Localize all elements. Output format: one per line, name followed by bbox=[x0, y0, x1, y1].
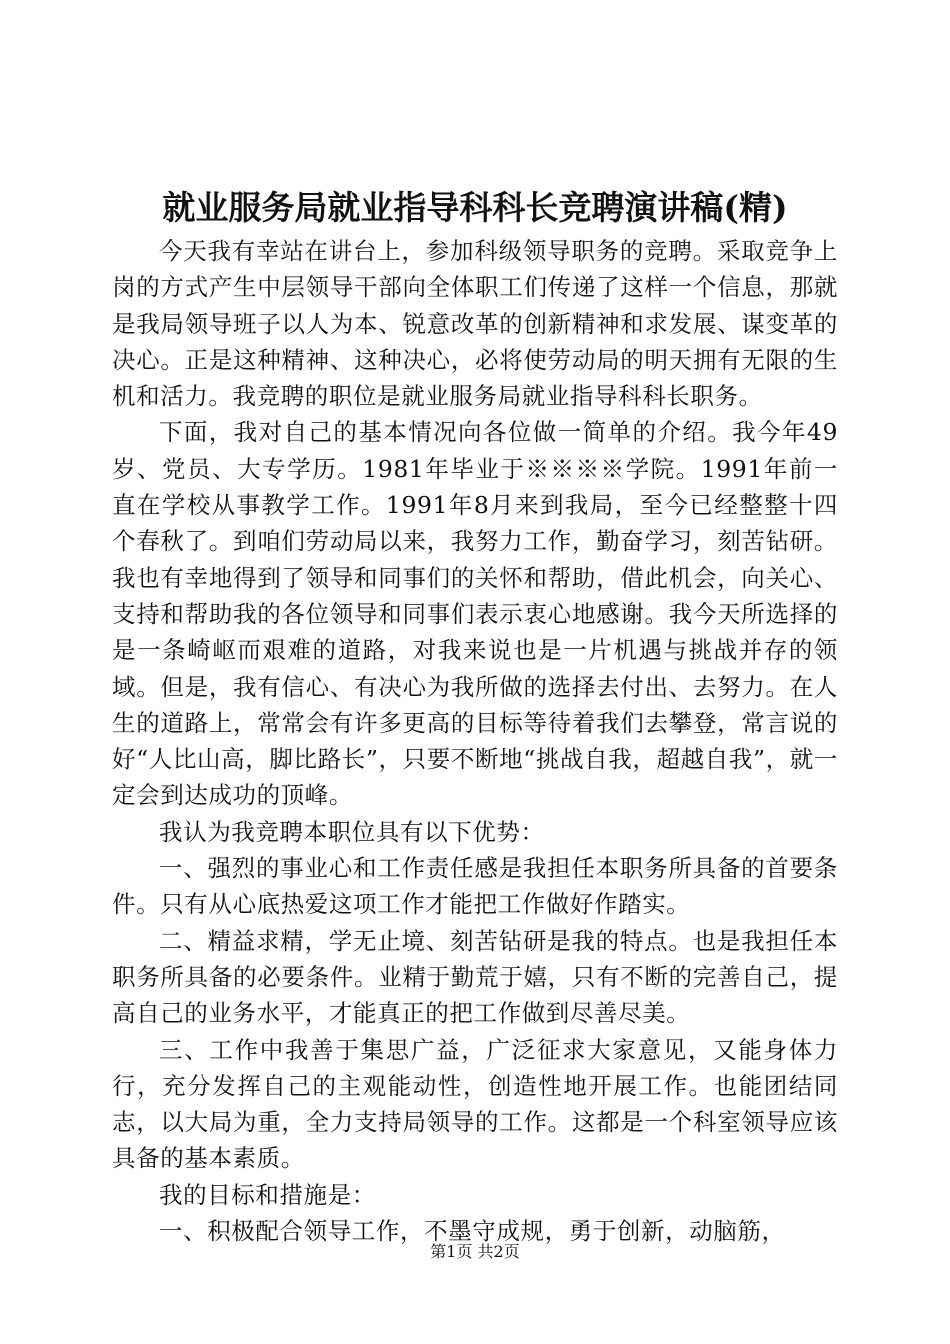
paragraph-goal-1: 一、积极配合领导工作，不墨守成规，勇于创新，动脑筋， bbox=[159, 1217, 786, 1246]
paragraph-advantage-2: 二、精益求精，学无止境、刻苦钻研是我的特点。也是我担任本职务所具备的必要条件。业精于勤荒于嬉，只有不断的完善自己，提高自己的业务水平，才能真正的把工作做到尽善尽美。 bbox=[112, 926, 838, 1028]
paragraph-background: 下面，我对自己的基本情况向各位做一简单的介绍。我今年49岁、党员、大专学历。1981年毕业于※※※※学院。1991年前一直在学校从事教学工作。1991年8月来到我局，至今已经整整十四个春秋了。到咱们劳动局以来，我努力工作，勤奋学习，刻苦钻研。我也有幸地得到了领导和同事们的关怀和帮助，借此机会，向关心、支持和帮助我的各位领导和同事们表示衷心地感谢。我今天所选择的是一条崎岖而艰难的道路，对我来说也是一片机遇与挑战并存的领域。但是，我有信心、有决心为我所做的选择去付出、去努力。在人生的道路上，常常会有许多更高的目标等待着我们去攀登，常言说的好“人比山高，脚比路长”，只要不断地“挑战自我，超越自我”，就一定会到达成功的顶峰。 bbox=[112, 418, 838, 810]
paragraph-intro: 今天我有幸站在讲台上，参加科级领导职务的竞聘。采取竞争上岗的方式产生中层领导干部向全体职工们传递了这样一个信息，那就是我局领导班子以人为本、锐意改革的创新精神和求发展、谋变革的决心。正是这种精神、这种决心，必将使劳动局的明天拥有无限的生机和活力。我竞聘的职位是就业服务局就业指导科科长职务。 bbox=[112, 237, 838, 411]
document-body bbox=[112, 233, 838, 1249]
paragraph-goals-heading: 我的目标和措施是： bbox=[159, 1180, 376, 1209]
paragraph-advantage-3: 三、工作中我善于集思广益，广泛征求大家意见，又能身体力行，充分发挥自己的主观能动性，创造性地开展工作。也能团结同志，以大局为重，全力支持局领导的工作。这都是一个科室领导应该具备的基本素质。 bbox=[112, 1035, 838, 1173]
page-footer: 第1页 共2页 bbox=[430, 1242, 520, 1261]
paragraph-advantage-1: 一、强烈的事业心和工作责任感是我担任本职务所具备的首要条件。只有从心底热爱这项工作才能把工作做好作踏实。 bbox=[112, 854, 838, 919]
document-title: 就业服务局就业指导科科长竞聘演讲稿(精) bbox=[162, 188, 788, 227]
paragraph-advantages-heading: 我认为我竞聘本职位具有以下优势： bbox=[159, 817, 545, 846]
